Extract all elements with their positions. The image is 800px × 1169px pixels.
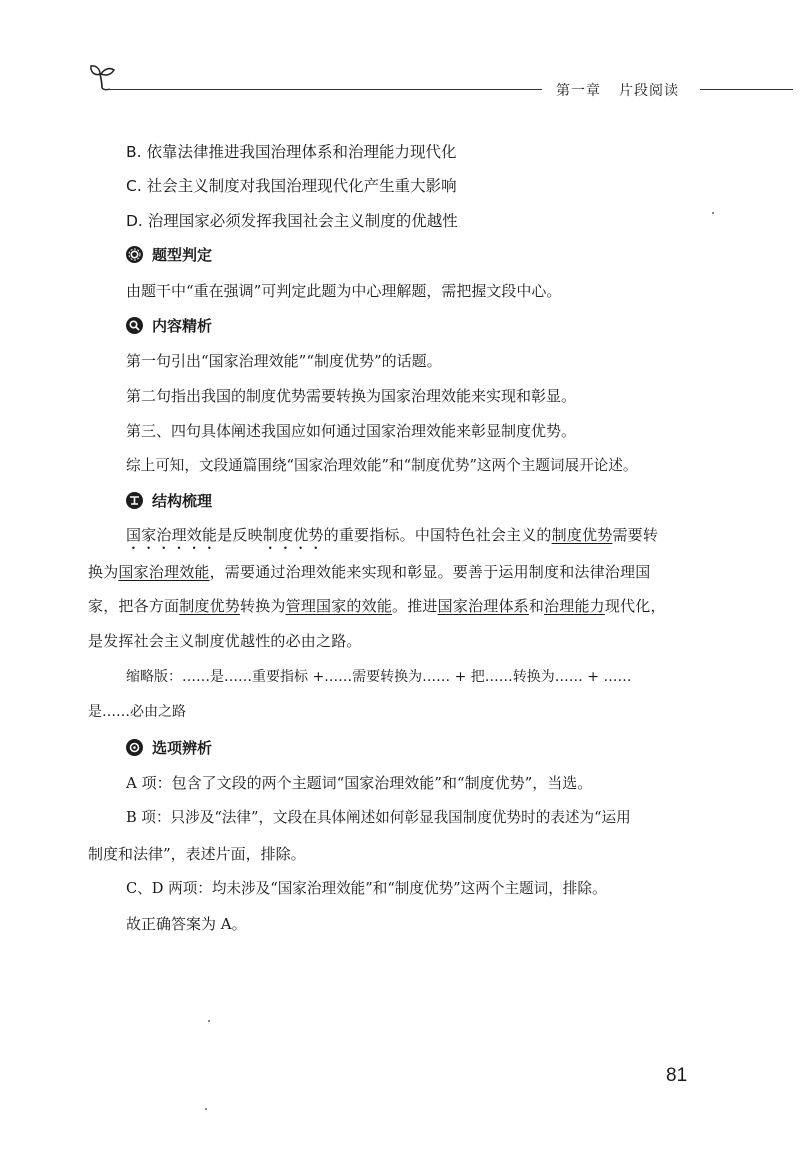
scan-speck [712, 212, 714, 214]
answer-line: 故正确答案为 A。 [126, 915, 247, 933]
header-rule-right [700, 89, 793, 90]
underlined-term: 制度优势 [551, 526, 613, 544]
structure-icon [126, 492, 143, 509]
option-b: B. 依靠法律推进我国治理体系和治理能力现代化 [126, 143, 457, 161]
structure-line-3: 家，把各方面制度优势转换为管理国家的效能。推进国家治理体系和治理能力现代化， [88, 597, 666, 615]
section-judge-heading [126, 245, 212, 265]
section-options-title: 选项辨析 [152, 739, 213, 757]
chapter-title: 片段阅读 [619, 83, 679, 99]
option-analysis-cd: C、D 两项：均未涉及“国家治理效能”和“制度优势”这两个主题词，排除。 [126, 880, 607, 897]
analysis-line-2: 第二句指出我国的制度优势需要转换为国家治理效能来实现和彰显。 [126, 387, 577, 405]
summary-line-2: 是……必由之路 [88, 704, 186, 720]
option-d: D. 治理国家必须发挥我国社会主义制度的优越性 [126, 212, 458, 230]
option-analysis-b-line-2: 制度和法律”，表述片面，排除。 [88, 845, 306, 863]
section-options-heading [126, 738, 212, 758]
analysis-line-3: 第三、四句具体阐述我国应如何通过国家治理效能来彰显制度优势。 [126, 422, 577, 440]
underlined-term: 治理能力 [544, 597, 605, 615]
page-number: 81 [666, 1065, 688, 1086]
option-analysis-b-line-1: B 项：只涉及“法律”，文段在具体阐述如何彰显我国制度优势时的表述为“运用 [126, 809, 631, 826]
chapter-label [556, 80, 679, 100]
scan-speck [205, 1108, 207, 1110]
emphasis-term: 制度优势 [262, 526, 324, 544]
page-header [88, 60, 793, 100]
scan-speck [208, 1020, 210, 1022]
structure-line-1: 国家治理效能是反映制度优势的重要指标。中国特色社会主义的制度优势需要转 [126, 526, 659, 544]
option-analysis-a: A 项：包含了文段的两个主题词“国家治理效能”和“制度优势”，当选。 [126, 774, 593, 792]
analysis-line-4: 综上可知，文段通篇围绕“国家治理效能”和“制度优势”这两个主题词展开论述。 [126, 457, 638, 474]
section-analysis-heading [126, 316, 212, 336]
underlined-term: 管理国家的效能 [285, 597, 393, 615]
underlined-term: 制度优势 [179, 597, 241, 615]
target-icon [126, 739, 143, 756]
structure-line-4: 是发挥社会主义制度优越性的必由之路。 [88, 632, 362, 650]
underlined-term: 国家治理体系 [437, 597, 529, 615]
header-rule-left [110, 89, 542, 90]
analysis-line-1: 第一句引出“国家治理效能”“制度优势”的话题。 [126, 352, 442, 370]
section-structure-heading [126, 491, 212, 511]
chapter-number: 第一章 [556, 83, 601, 99]
emphasis-term: 国家治理效能 [126, 526, 218, 544]
magnifier-icon [126, 317, 143, 334]
gear-icon [126, 246, 143, 263]
summary-line-1: 缩略版：……是……重要指标 +……需要转换为…… + 把……转换为…… + …… [126, 669, 632, 685]
structure-line-2: 换为国家治理效能，需要通过治理效能来实现和彰显。要善于运用制度和法律治理国 [88, 563, 651, 581]
section-judge-title: 题型判定 [152, 246, 213, 264]
section-analysis-title: 内容精析 [152, 317, 213, 335]
option-c: C. 社会主义制度对我国治理现代化产生重大影响 [126, 177, 457, 195]
section-structure-title: 结构梳理 [152, 492, 213, 510]
section-judge-text: 由题干中“重在强调”可判定此题为中心理解题，需把握文段中心。 [126, 282, 562, 300]
underlined-term: 国家治理效能 [118, 563, 210, 581]
